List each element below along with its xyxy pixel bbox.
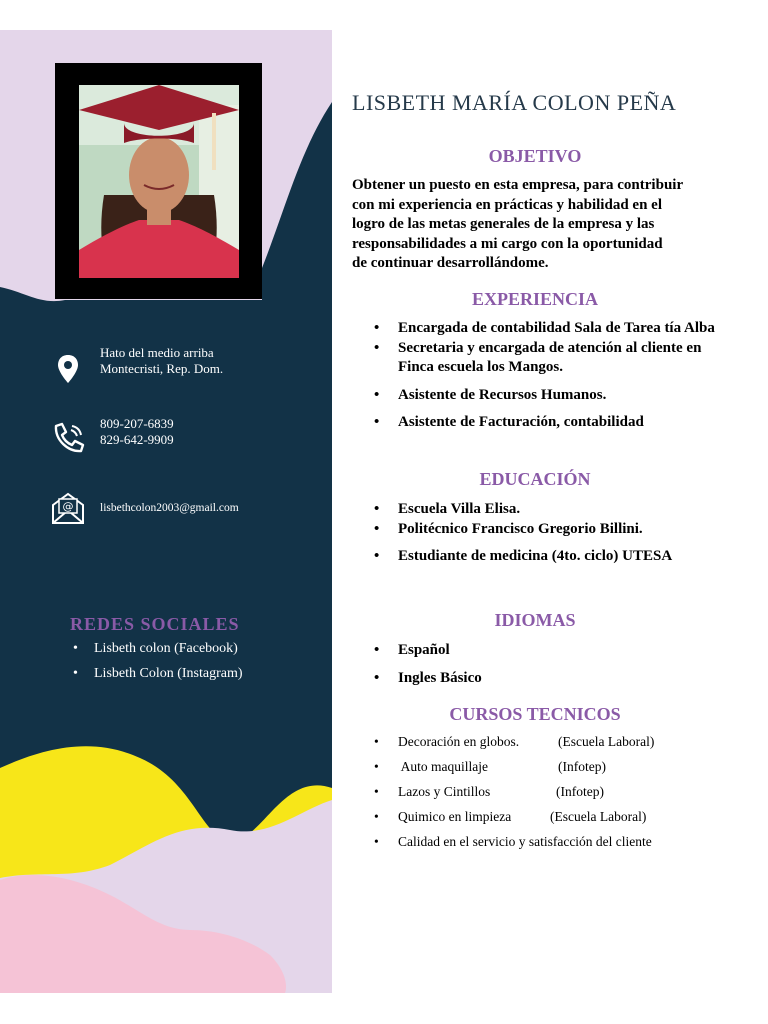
idiomas-heading: IDIOMAS: [494, 610, 576, 630]
course-org: (Infotep): [556, 784, 604, 799]
list-item: [352, 734, 724, 759]
redes-sociales-heading: REDES SOCIALES: [70, 614, 240, 634]
photo-frame: [55, 63, 262, 299]
resume-page: [0, 30, 768, 993]
cursos-list: [352, 734, 724, 859]
experiencia-heading: EXPERIENCIA: [471, 289, 599, 309]
course-org: (Escuela Laboral): [558, 734, 655, 749]
objetivo-line: Obtener un puesto en esta empresa, para contribuir: [352, 177, 684, 193]
course-org: (Escuela Laboral): [550, 809, 647, 824]
list-item: • Secretaria y encargada de atención al cliente en Finca escuela los Mangos.: [352, 339, 724, 378]
objetivo-line: de continuar desarrollándome.: [352, 255, 549, 271]
list-item: • Ingles Básico: [352, 669, 724, 689]
list-item: • Estudiante de medicina (4to. ciclo) UTESA: [352, 547, 724, 567]
list-item: • Asistente de Recursos Humanos.: [352, 386, 724, 406]
course-name: Auto maquillaje: [398, 759, 488, 774]
list-item: [352, 834, 724, 859]
list-item: [352, 784, 724, 809]
sidebar: [0, 30, 332, 993]
course-name: Quimico en limpieza: [398, 809, 512, 824]
course-name: Lazos y Cintillos: [398, 784, 491, 799]
list-item: • Encargada de contabilidad Sala de Tarea tía Alba: [352, 319, 724, 339]
course-org: (Infotep): [558, 759, 606, 774]
email-envelope-icon: [48, 488, 88, 528]
phone-icon: [48, 418, 88, 458]
objetivo-line: logro de las metas generales de la empresa y las: [352, 216, 655, 232]
location-pin-icon: [48, 349, 88, 389]
full-name: LISBETH MARÍA COLON PEÑA: [352, 90, 677, 115]
course-name: Decoración en globos.: [398, 734, 520, 749]
list-item: • Politécnico Francisco Gregorio Billini.: [352, 520, 724, 540]
list-item: [352, 809, 724, 834]
list-item: • Español: [352, 641, 724, 661]
redes-sociales-list: [70, 641, 243, 691]
phone-2: 829-642-9909: [100, 432, 174, 447]
objetivo-text: [352, 176, 724, 274]
phone-1: 809-207-6839: [100, 416, 174, 431]
profile-photo: [79, 85, 239, 278]
experiencia-list: [352, 319, 724, 433]
course-name: Calidad en el servicio y satisfacción del cliente: [398, 834, 652, 849]
list-item: [352, 759, 724, 784]
objetivo-line: responsabilidades a mi cargo con la oportunidad: [352, 235, 663, 252]
social-instagram: • Lisbeth Colon (Instagram): [70, 666, 243, 691]
list-item: • Escuela Villa Elisa.: [352, 500, 724, 520]
idiomas-list: [352, 641, 724, 688]
educacion-list: [352, 500, 724, 567]
social-facebook: • Lisbeth colon (Facebook): [70, 641, 243, 666]
email-text: lisbethcolon2003@gmail.com: [100, 502, 239, 514]
address-line2: Montecristi, Rep. Dom.: [100, 361, 224, 376]
cursos-heading: CURSOS TECNICOS: [449, 704, 621, 724]
list-item: • Asistente de Facturación, contabilidad: [352, 413, 724, 433]
objetivo-heading: OBJETIVO: [488, 146, 582, 166]
educacion-heading: EDUCACIÓN: [479, 469, 591, 489]
objetivo-line: con mi experiencia en prácticas y habilidad en el: [352, 196, 662, 213]
address-line1: Hato del medio arriba: [100, 345, 214, 360]
svg-text:@: @: [62, 500, 74, 513]
